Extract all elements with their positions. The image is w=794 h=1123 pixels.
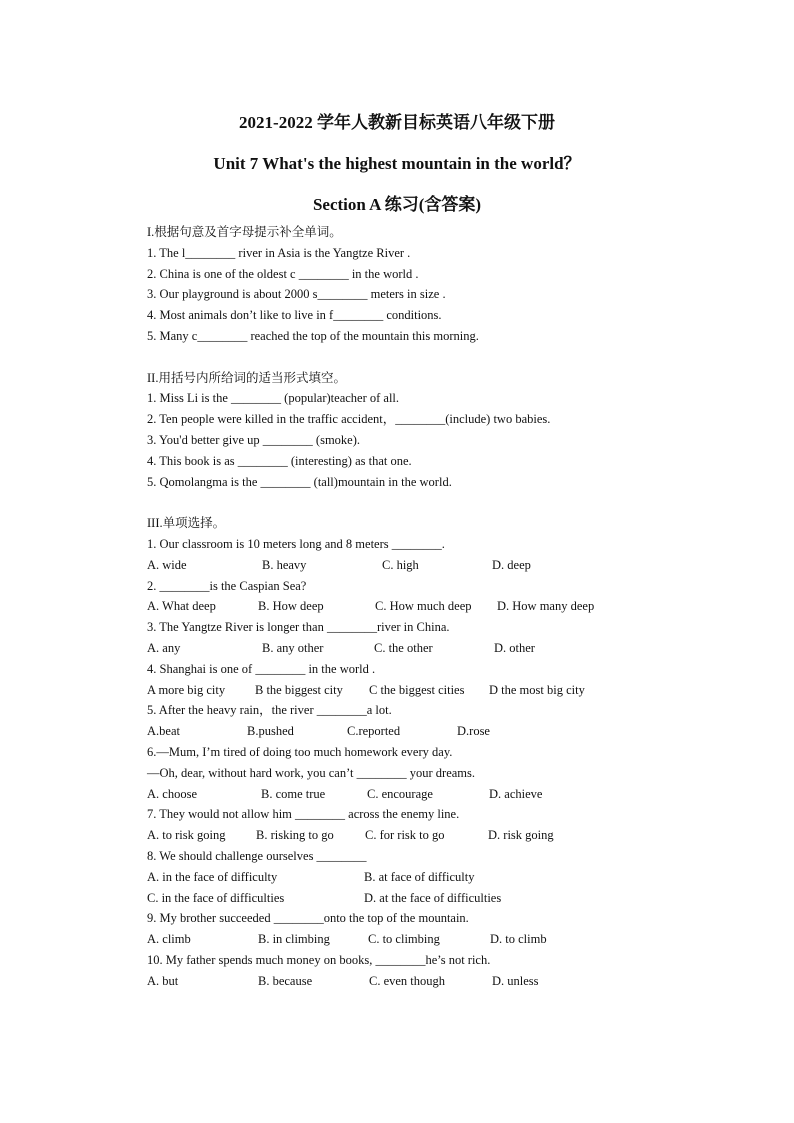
option-d: D. achieve [489,786,543,801]
section1-item: 1. The l________ river in Asia is the Yangtze River . [147,245,411,260]
question-options [147,867,767,888]
option-b: B. because [258,973,313,988]
option-b: B. risking to go [256,828,334,843]
spacer [147,492,767,513]
option-b: B. at face of difficulty [364,869,475,884]
option-c: C. How much deep [375,599,472,614]
option-d: D.rose [457,724,490,739]
question-options [147,888,767,909]
option-c: C. even though [369,973,446,988]
option-b: B. How deep [258,599,324,614]
question-stem: 4. Shanghai is one of ________ in the world . [147,661,376,676]
question-options [147,638,767,659]
document-title: 2021-2022 学年人教新目标英语八年级下册 [239,113,555,132]
question-options [147,596,767,617]
option-d: D. How many deep [497,599,595,614]
question-stem: 6.—Mum, I’m tired of doing too much homework every day. [147,744,453,759]
section1-heading: I.根据句意及首字母提示补全单词。 [147,225,342,239]
option-b: B. heavy [262,557,307,572]
section2-item: 5. Qomolangma is the ________ (tall)mountain in the world. [147,474,452,489]
question-stem: 10. My father spends much money on books, ________he’s not rich. [147,952,491,967]
exercise-body [147,222,767,991]
question-stem: 7. They would not allow him ________ across the enemy line. [147,807,460,822]
option-b: B the biggest city [255,682,343,697]
section2-item: 4. This book is as ________ (interesting) as that one. [147,453,412,468]
option-a: A. What deep [147,599,216,614]
option-a: A.beat [147,724,180,739]
section2-item: 2. Ten people were killed in the traffic accident，________(include) two babies. [147,412,551,427]
question-stem: 8. We should challenge ourselves ________ [147,848,367,863]
question-options [147,929,767,950]
section3-heading: III.单项选择。 [147,516,226,531]
question-options [147,825,767,846]
section1-item: 3. Our playground is about 2000 s________ meters in size . [147,287,446,302]
question-stem: 1. Our classroom is 10 meters long and 8 meters ________. [147,536,445,551]
option-d: D. at the face of difficulties [364,890,502,905]
question-stem: 3. The Yangtze River is longer than ________river in China. [147,620,450,635]
question-options [147,555,767,576]
section-title: Section A 练习(含答案) [312,195,482,214]
option-d: D. deep [492,557,531,572]
option-a: A. but [147,973,179,988]
section2-heading: II.用括号内所给词的适当形式填空。 [147,370,346,385]
question-stem: 2. ________is the Caspian Sea? [147,578,307,593]
option-b: B. any other [262,640,324,655]
option-d: D. to climb [490,932,547,947]
option-c: C. encourage [367,786,433,801]
section1-item: 5. Many c________ reached the top of the mountain this morning. [147,328,479,343]
question-stem: 9. My brother succeeded ________onto the top of the mountain. [147,911,469,926]
option-a: A. climb [147,932,191,947]
spacer [147,347,767,368]
section2-item: 1. Miss Li is the ________ (popular)teacher of all. [147,391,400,406]
option-c: C. for risk to go [365,828,445,843]
section2-item: 3. You'd better give up ________ (smoke). [147,432,361,447]
option-a: A. choose [147,786,197,801]
option-b: B. in climbing [258,932,330,947]
question-options [147,784,767,805]
option-d: D. unless [492,973,539,988]
question-stem: —Oh, dear, without hard work, you can’t ________ your dreams. [147,765,476,780]
option-a: A. wide [147,557,187,572]
question-options [147,721,767,742]
question-options [147,971,767,992]
option-c: C the biggest cities [369,682,465,697]
section1-item: 4. Most animals don’t like to live in f________ conditions. [147,308,442,323]
option-a: A more big city [147,682,226,697]
option-a: A. any [147,640,181,655]
option-c: C. the other [374,640,433,655]
option-c: C.reported [347,724,401,739]
option-d: D. other [494,640,535,655]
option-d: D the most big city [489,682,585,697]
option-d: D. risk going [488,828,554,843]
question-options [147,680,767,701]
option-a: A. in the face of difficulty [147,869,278,884]
option-c: C. in the face of difficulties [147,890,285,905]
option-b: B. come true [261,786,326,801]
option-c: C. high [382,557,419,572]
question-stem: 5. After the heavy rain，the river ________a lot. [147,703,392,718]
option-b: B.pushed [247,724,294,739]
section1-item: 2. China is one of the oldest c ________ in the world . [147,266,419,281]
unit-title: Unit 7 What's the highest mountain in the world？ [213,154,581,173]
option-c: C. to climbing [368,932,440,947]
option-a: A. to risk going [147,828,226,843]
